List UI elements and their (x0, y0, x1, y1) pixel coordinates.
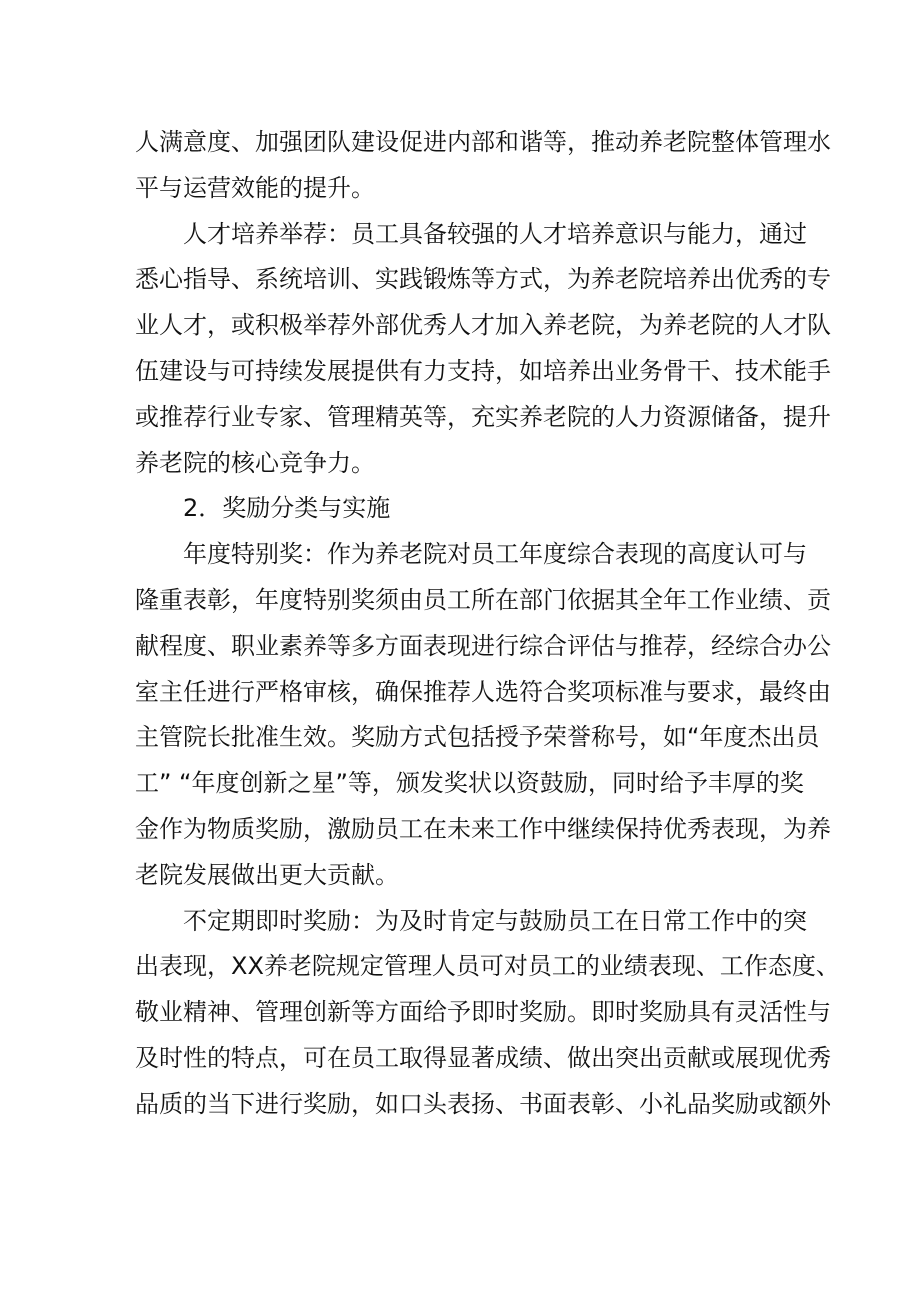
text-line: 室主任进行严格审核，确保推荐人选符合奖项标准与要求，最终由 (135, 677, 831, 706)
document-body (135, 120, 840, 1128)
text-line: 年度特别奖：作为养老院对员工年度综合表现的高度认可与 (183, 540, 807, 569)
text-line: 品质的当下进行奖励，如口头表扬、书面表彰、小礼品奖励或额外 (135, 1089, 831, 1118)
text-line: 人才培养举荐：员工具备较强的人才培养意识与能力，通过 (183, 219, 807, 248)
text-line: 献程度、职业素养等多方面表现进行综合评估与推荐，经综合办公 (135, 631, 831, 660)
text-line: 业人才，或积极举荐外部优秀人才加入养老院，为养老院的人才队 (135, 311, 831, 340)
text-line: 平与运营效能的提升。 (135, 173, 375, 202)
text-line: 隆重表彰，年度特别奖须由员工所在部门依据其全年工作业绩、贡 (135, 585, 831, 614)
text-line: 养老院的核心竞争力。 (135, 448, 375, 477)
text-line: 金作为物质奖励，激励员工在未来工作中继续保持优秀表现，为养 (135, 814, 831, 843)
text-line: 老院发展做出更大贡献。 (135, 860, 399, 889)
text-line: 敬业精神、管理创新等方面给予即时奖励。即时奖励具有灵活性与 (135, 998, 831, 1027)
text-line: 悉心指导、系统培训、实践锻炼等方式，为养老院培养出优秀的专 (135, 265, 831, 294)
text-line: 及时性的特点，可在员工取得显著成绩、做出突出贡献或展现优秀 (135, 1043, 831, 1072)
text-line: 出表现，XX养老院规定管理人员可对员工的业绩表现、工作态度、 (135, 952, 840, 981)
text-line: 或推荐行业专家、管理精英等，充实养老院的人力资源储备，提升 (135, 402, 831, 431)
section-heading: 2．奖励分类与实施 (183, 494, 391, 523)
text-line: 人满意度、加强团队建设促进内部和谐等，推动养老院整体管理水 (135, 128, 831, 156)
text-line: 主管院长批准生效。奖励方式包括授予荣誉称号，如“年度杰出员 (135, 723, 820, 752)
text-line: 伍建设与可持续发展提供有力支持，如培养出业务骨干、技术能手 (135, 356, 831, 385)
text-line: 不定期即时奖励：为及时肯定与鼓励员工在日常工作中的突 (183, 906, 807, 935)
text-line: 工” “年度创新之星”等，颁发奖状以资鼓励，同时给予丰厚的奖 (135, 769, 804, 798)
